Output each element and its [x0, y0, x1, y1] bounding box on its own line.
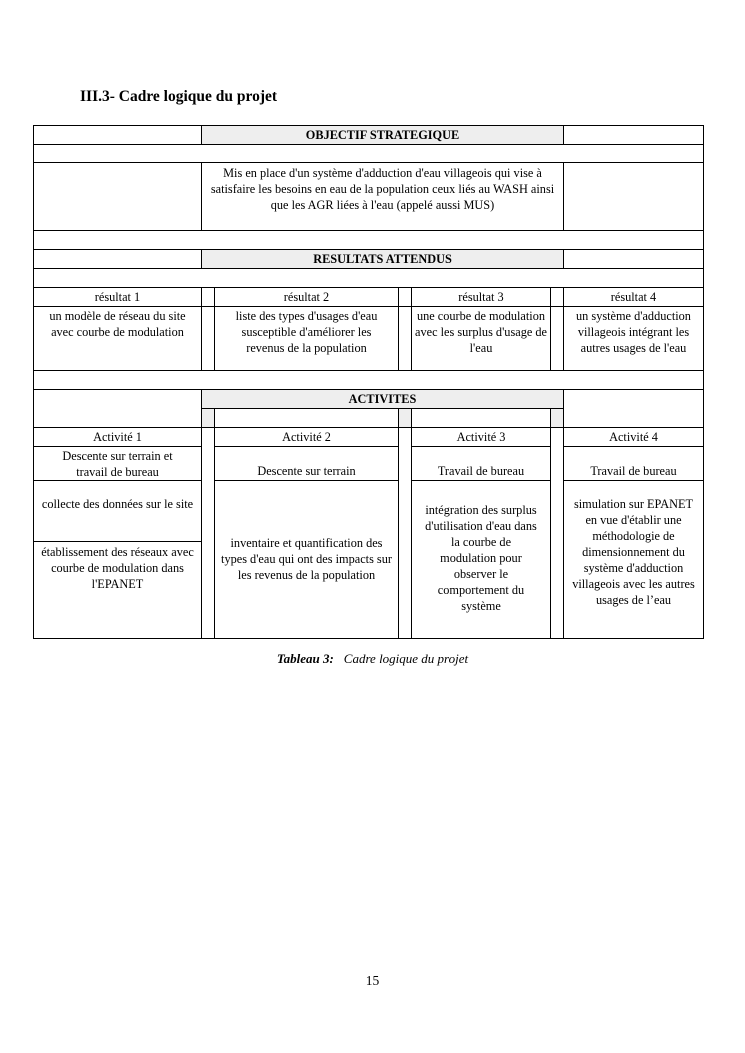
caption-text: Cadre logique du projet [343, 651, 469, 666]
page-number: 15 [365, 973, 380, 988]
activity-task: collecte des données sur le site [33, 480, 202, 542]
gap-cell [201, 427, 215, 639]
activity-label: Activité 1 [33, 427, 202, 447]
empty-cell [33, 162, 202, 231]
gap-cell [398, 408, 412, 428]
result-text: un système d'adduction villageois intégrant les autres usages de l'eau [563, 306, 704, 371]
activity-task: intégration des surplus d'utilisation d'eau dans la courbe de modulation pour observer le comportement du système [411, 480, 551, 639]
result-text: une courbe de modulation avec les surplus d'usage de l'eau [411, 306, 551, 371]
result-label: résultat 2 [214, 287, 399, 307]
activity-task: établissement des réseaux avec courbe de modulation dans l'EPANET [33, 541, 202, 639]
gap-cell [201, 287, 215, 307]
result-text: un modèle de réseau du site avec courbe de modulation [33, 306, 202, 371]
empty-cell [33, 249, 202, 269]
result-label: résultat 4 [563, 287, 704, 307]
logical-framework-table [33, 125, 704, 639]
empty-cell [214, 408, 399, 428]
empty-cell [563, 162, 704, 231]
spacer-row [33, 144, 704, 163]
table-caption [0, 651, 745, 667]
activity-type: Travail de bureau [563, 446, 704, 481]
empty-cell [563, 125, 704, 145]
empty-cell [33, 389, 202, 428]
gap-cell [201, 408, 215, 428]
spacer-row [33, 230, 704, 250]
result-label: résultat 1 [33, 287, 202, 307]
result-label: résultat 3 [411, 287, 551, 307]
empty-cell [411, 408, 551, 428]
gap-cell [398, 427, 412, 639]
objectif-text: Mis en place d'un système d'adduction d'eau villageois qui vise à satisfaire les besoins en eau de la population ceux liés au WASH ainsi que les AGR liées à l'eau (appelé aussi MUS) [201, 162, 564, 231]
gap-cell [201, 306, 215, 371]
gap-cell [398, 306, 412, 371]
gap-cell [550, 408, 564, 428]
activity-label: Activité 3 [411, 427, 551, 447]
empty-cell [563, 249, 704, 269]
objectif-header: OBJECTIF STRATEGIQUE [201, 125, 564, 145]
gap-cell [550, 306, 564, 371]
gap-cell [398, 287, 412, 307]
resultats-header: RESULTATS ATTENDUS [201, 249, 564, 269]
activity-type: Descente sur terrain [214, 446, 399, 481]
spacer-row [33, 268, 704, 288]
activity-type: Descente sur terrain et travail de bureau [33, 446, 202, 481]
activity-task: simulation sur EPANET en vue d'établir une méthodologie de dimensionnement du système d'adduction villageois avec les autres usages de l’eau [563, 480, 704, 639]
activity-label: Activité 4 [563, 427, 704, 447]
caption-label: Tableau 3: [276, 651, 334, 666]
gap-cell [550, 287, 564, 307]
spacer-row [33, 370, 704, 390]
gap-cell [550, 427, 564, 639]
empty-cell [33, 125, 202, 145]
section-heading: III.3- Cadre logique du projet [80, 88, 278, 105]
result-text: liste des types d'usages d'eau susceptible d'améliorer les revenus de la population [214, 306, 399, 371]
activity-task: inventaire et quantification des types d'eau qui ont des impacts sur les revenus de la population [214, 480, 399, 639]
activity-label: Activité 2 [214, 427, 399, 447]
activity-type: Travail de bureau [411, 446, 551, 481]
empty-cell [563, 389, 704, 428]
activites-header: ACTIVITES [201, 389, 564, 409]
